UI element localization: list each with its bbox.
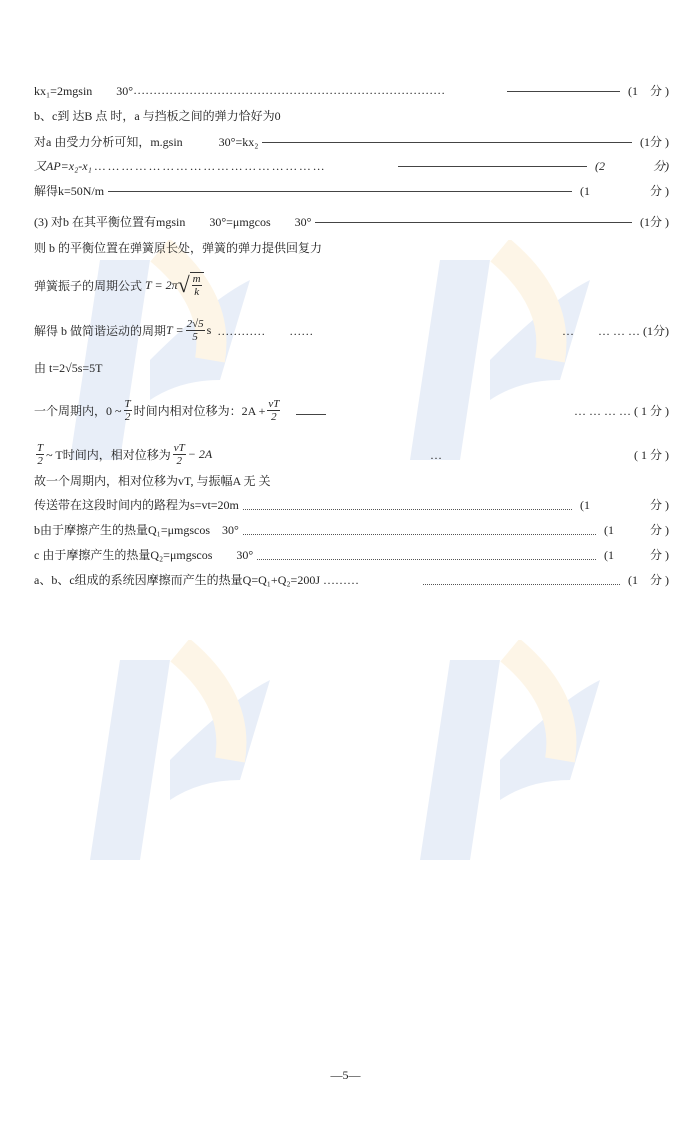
line-text: b由于摩擦产生的热量Q₁=μmgscos 30° [34, 523, 239, 537]
denominator: 5 [192, 331, 198, 343]
dot-leader [243, 509, 572, 510]
answer-line [34, 521, 669, 538]
answer-line [34, 472, 669, 489]
line-text: 对a 由受力分析可知，m.gsin 30°=kx₂ [34, 135, 259, 149]
denominator: k [194, 286, 200, 298]
answer-line [34, 133, 669, 150]
numerator: T [124, 398, 131, 410]
dot-leader [423, 584, 620, 585]
answer-line [34, 213, 669, 230]
line-text: 由 t=2√5s=5T [34, 361, 103, 375]
score: (1分 ) [640, 135, 669, 149]
line-text: 解得k=50N/m [34, 184, 105, 198]
score: (1 分 ) [604, 548, 669, 562]
answer-line [34, 82, 669, 99]
score: (1 分 ) [604, 523, 669, 537]
formula: T = 2π [145, 277, 178, 292]
denominator: 2 [176, 455, 182, 467]
watermark-logo [410, 640, 610, 880]
underline [108, 190, 572, 192]
line-text: ~ T时间内，相对位移为 [46, 448, 171, 462]
score: … ( 1 分 ) [430, 448, 669, 462]
unit: s [206, 323, 212, 337]
line-text: 传送带在这段时间内的路程为s=vt=20m [34, 498, 239, 512]
line-text: c 由于摩擦产生的热量Q₂=μmgscos 30° [34, 548, 254, 562]
answer-line [34, 442, 669, 467]
sqrt-formula: √ $\frac{m}{k}$ [178, 272, 204, 298]
underline [262, 141, 632, 143]
score: (1 分 ) [580, 184, 669, 198]
numerator: 2√5 [186, 318, 204, 330]
line-text: 时间内相对位移为：2A + [133, 404, 266, 418]
denominator: 2 [124, 411, 131, 423]
answer-line [34, 571, 669, 588]
score: (1 分 ) [580, 498, 669, 512]
answer-line [34, 318, 669, 343]
line-text: − 2A [187, 447, 213, 461]
dot-leader [257, 559, 596, 560]
line-text: (3) 对b 在其平衡位置有mgsin 30°=μmgcos 30° [34, 215, 312, 229]
line-text: 故一个周期内，相对位移为vT, 与振幅A 无 关 [34, 474, 271, 488]
underline [398, 165, 587, 167]
dot-leader: …………………………………………………………………… [133, 83, 446, 97]
numerator: T [37, 442, 44, 454]
line-text: 弹簧振子的周期公式 [34, 278, 143, 293]
answer-line [34, 546, 669, 563]
line-text: b、c到 达B 点 时，a 与挡板之间的弹力恰好为0 [34, 109, 281, 123]
score: (1 分 ) [628, 84, 669, 98]
answer-line [34, 496, 669, 513]
denominator: 2 [271, 411, 277, 423]
watermark-logo [80, 640, 280, 880]
underline [315, 221, 632, 223]
score: (1分 ) [640, 215, 669, 229]
numerator: vT [173, 442, 185, 454]
line-text: 又AP=x₂-x₁ … … … … … … … … … … … … … … … … … [34, 159, 325, 173]
dot-leader [243, 534, 596, 535]
score: … … … … ( 1 分 ) [574, 404, 669, 418]
denominator: 2 [37, 455, 43, 467]
answer-line [34, 157, 669, 174]
line-text: 则 b 的平衡位置在弹簧原长处，弹簧的弹力提供回复力 [34, 241, 323, 255]
underline [296, 406, 326, 415]
score: (2 分) [595, 159, 669, 173]
answer-line [34, 182, 669, 199]
line-text: a、b、c组成的系统因摩擦而产生的热量Q=Q₁+Q₂=200J ……… [34, 573, 359, 587]
score: (1 分 ) [628, 573, 669, 587]
page-number: —5— [330, 1068, 361, 1082]
line-text: 解得 b 做简谐运动的周期 [34, 324, 167, 338]
answer-line [34, 107, 669, 124]
answer-line [34, 272, 669, 298]
answer-line [34, 239, 669, 256]
underline [507, 90, 620, 92]
score: … … … … (1分) [562, 324, 669, 338]
line-text: kx₁=2mgsin 30° [34, 84, 134, 98]
dot-leader: ………… …… [217, 324, 314, 338]
line-text: 一个周期内，0 ~ [34, 404, 122, 418]
numerator: vT [268, 398, 280, 410]
formula: T = [166, 323, 184, 337]
answer-line [34, 359, 669, 376]
numerator: m [192, 273, 201, 285]
answer-line [34, 398, 669, 423]
